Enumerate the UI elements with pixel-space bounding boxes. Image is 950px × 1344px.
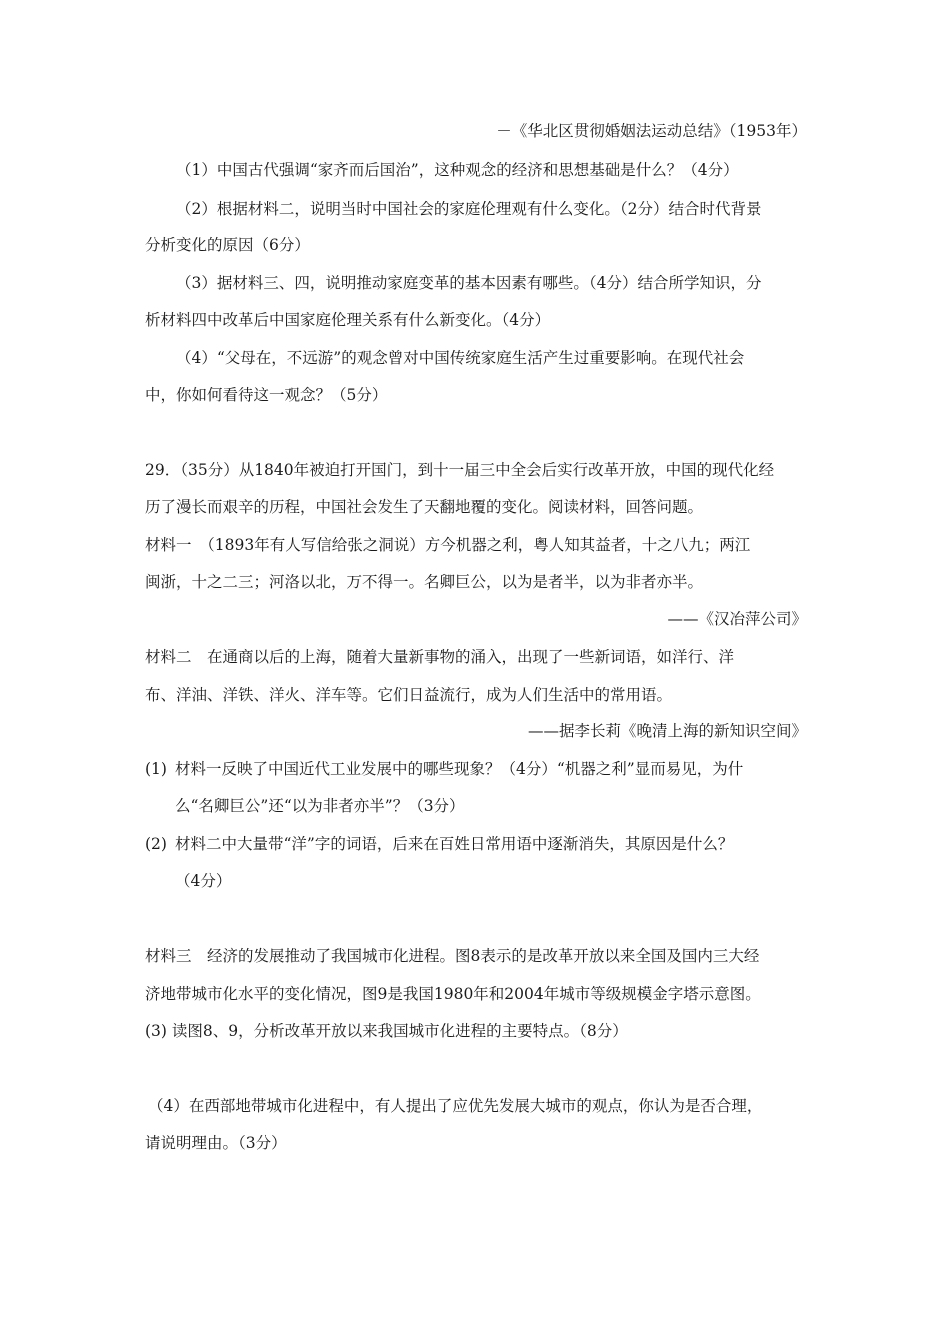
- material-2-line1: 材料二 在通商以后的上海，随着大量新事物的涌入，出现了一些新词语，如洋行、洋: [145, 648, 735, 666]
- material-1-line1: 材料一 （1893年有人写信给张之洞说）方今机器之利，粤人知其益者，十之八九；两江: [145, 536, 751, 554]
- subquestion-1-line2: 么“名卿巨公”还“以为非者亦半”？（3分）: [175, 797, 465, 815]
- subquestion-1-line1: 材料一反映了中国近代工业发展中的哪些现象？（4分）“机器之利”显而易见，为什: [175, 760, 744, 778]
- question-4-text-line2: 中，你如何看待这一观念？（5分）: [145, 386, 388, 404]
- question-3-text-line2: 析材料四中改革后中国家庭伦理关系有什么新变化。（4分）: [145, 311, 551, 329]
- subquestion-2-line1: 材料二中大量带“洋”字的词语，后来在百姓日常用语中逐渐消失，其原因是什么？: [175, 835, 734, 853]
- question-4-text-line1: （4）“父母在，不远游”的观念曾对中国传统家庭生活产生过重要影响。在现代社会: [176, 349, 745, 367]
- subquestion-2-number: (2): [145, 835, 167, 853]
- material-3-line2: 济地带城市化水平的变化情况，图9是我国1980年和2004年城市等级规模金字塔示意图。: [145, 985, 761, 1003]
- material-2-line2: 布、洋油、洋铁、洋火、洋车等。它们日益流行，成为人们生活中的常用语。: [145, 686, 673, 704]
- question-3-text-line1: （3）据材料三、四，说明推动家庭变革的基本因素有哪些。（4分）结合所学知识，分: [176, 274, 762, 292]
- subquestion-2-line2: （4分）: [175, 872, 232, 890]
- question-1-text: （1）中国古代强调“家齐而后国治”，这种观念的经济和思想基础是什么？（4分）: [176, 161, 739, 179]
- question-29-intro-line1: 29．（35分）从1840年被迫打开国门，到十一届三中全会后实行改革开放，中国的现代化经: [145, 461, 775, 479]
- subquestion-1-number: (1): [145, 760, 167, 778]
- subquestion-4-line2: 请说明理由。（3分）: [145, 1134, 287, 1152]
- source-citation: －《华北区贯彻婚姻法运动总结》（1953年）: [496, 122, 807, 140]
- material-3-line1: 材料三 经济的发展推动了我国城市化进程。图8表示的是改革开放以来全国及国内三大经: [145, 947, 760, 965]
- question-29-intro-line2: 历了漫长而艰辛的历程，中国社会发生了天翻地覆的变化。阅读材料，回答问题。: [145, 498, 704, 516]
- material-2-source: ——据李长莉《晚清上海的新知识空间》: [527, 722, 807, 740]
- question-2-text-line2: 分析变化的原因（6分）: [145, 236, 310, 254]
- subquestion-3-text: (3) 读图8、9，分析改革开放以来我国城市化进程的主要特点。（8分）: [145, 1022, 628, 1040]
- material-1-line2: 闽浙，十之二三；河洛以北，万不得一。名卿巨公，以为是者半，以为非者亦半。: [145, 573, 704, 591]
- material-1-source: ——《汉冶萍公司》: [667, 610, 807, 628]
- question-2-text-line1: （2）根据材料二，说明当时中国社会的家庭伦理观有什么变化。（2分）结合时代背景: [176, 200, 762, 218]
- subquestion-4-line1: （4）在西部地带城市化进程中，有人提出了应优先发展大城市的观点，你认为是否合理，: [148, 1097, 763, 1115]
